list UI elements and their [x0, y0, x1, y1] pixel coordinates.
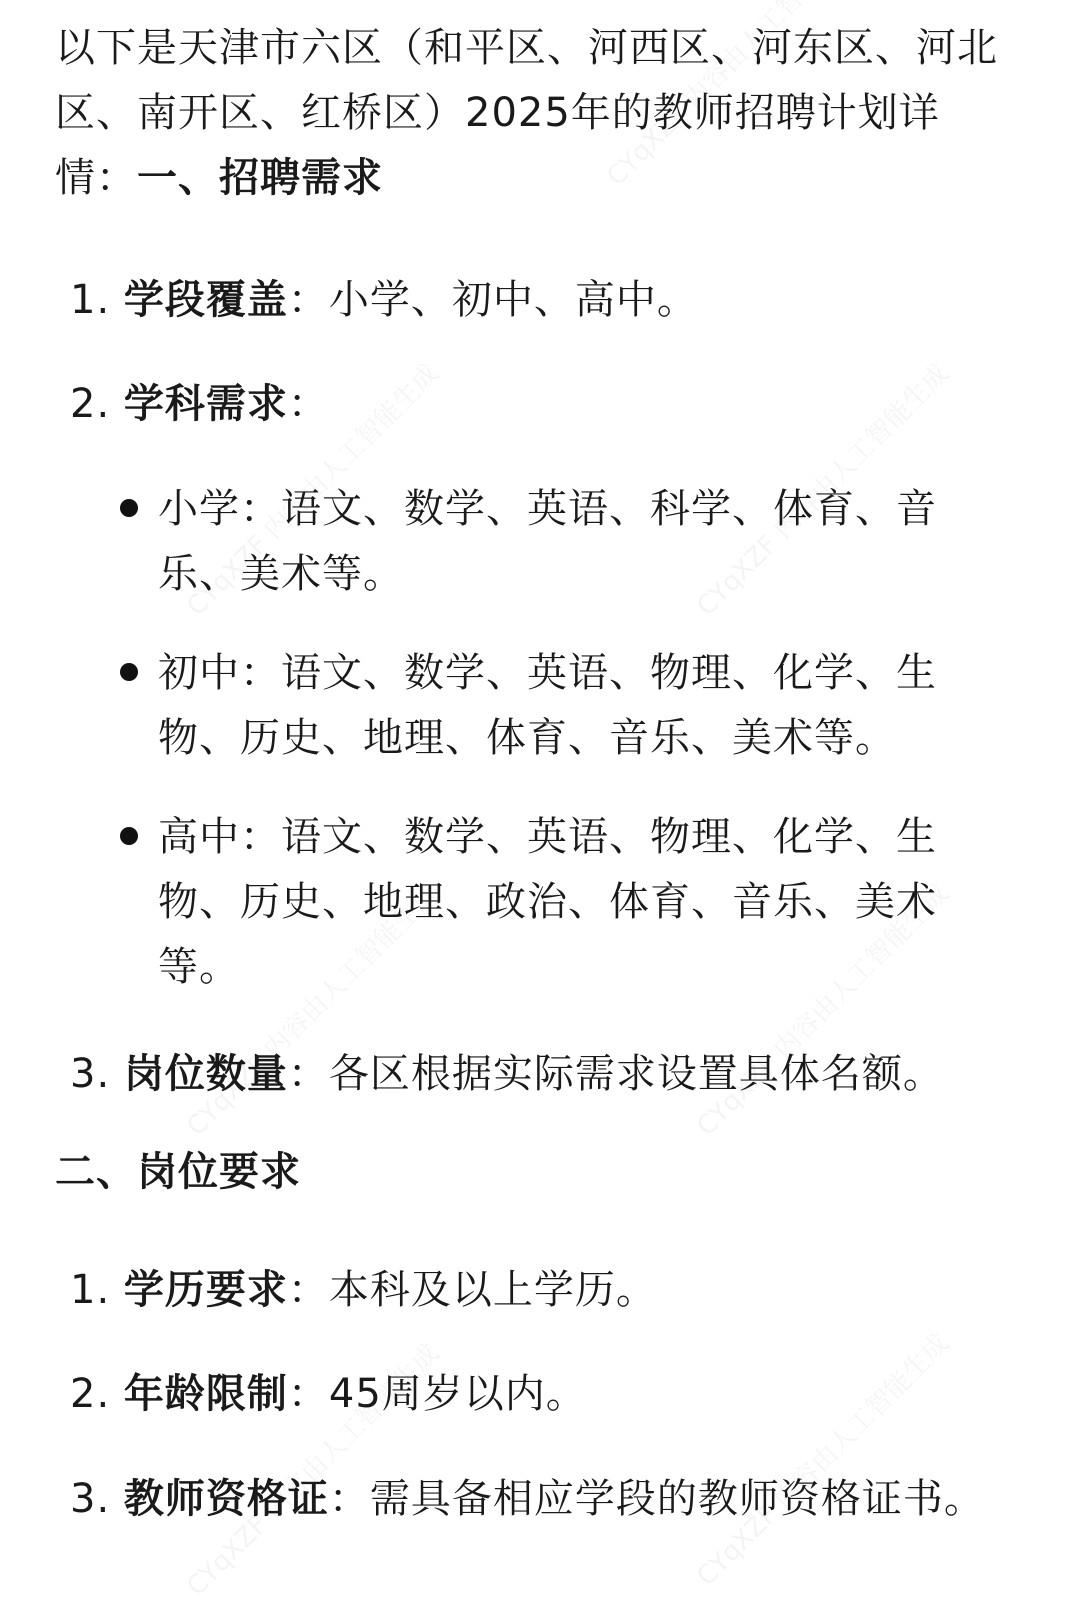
- list-item-text: ：本科及以上学历。: [287, 1267, 657, 1313]
- list-number: 2.: [70, 381, 111, 427]
- section-heading-1: 一、招聘需求: [137, 155, 383, 201]
- list-item-subject-demand: [70, 380, 329, 428]
- list-item-text: ：: [287, 381, 329, 427]
- intro-line-3-prefix: 情：: [55, 155, 137, 201]
- watermark: [687, 1324, 956, 1593]
- list-item-label: 学历要求: [123, 1267, 288, 1313]
- bullet-icon: [120, 499, 138, 517]
- subject-junior-line-1: 初中：语文、数学、英语、物理、化学、生: [158, 650, 937, 696]
- list-item-text: ：需具备相应学段的教师资格证书。: [328, 1476, 985, 1522]
- list-number: 1.: [70, 277, 111, 323]
- list-item-text: ：各区根据实际需求设置具体名额。: [287, 1051, 944, 1097]
- list-item-label: 教师资格证: [123, 1476, 329, 1522]
- list-number: 2.: [70, 1371, 111, 1417]
- list-item-grade-coverage: [70, 276, 698, 324]
- subject-primary-line-2: 乐、美术等。: [158, 551, 404, 597]
- subject-senior-line-1: 高中：语文、数学、英语、物理、化学、生: [158, 814, 937, 860]
- list-item-position-count: [70, 1050, 944, 1098]
- list-item-age-limit: [70, 1370, 587, 1418]
- list-number: 3.: [70, 1051, 111, 1097]
- intro-line-1: 以下是天津市六区（和平区、河西区、河东区、河北: [55, 25, 998, 71]
- subject-primary-line-1: 小学：语文、数学、英语、科学、体育、音: [158, 486, 937, 532]
- list-item-certificate: [70, 1475, 985, 1523]
- list-item-education: [70, 1266, 657, 1314]
- list-item-label: 岗位数量: [123, 1051, 288, 1097]
- bullet-icon: [120, 663, 138, 681]
- subject-junior-line-2: 物、历史、地理、体育、音乐、美术等。: [158, 715, 896, 761]
- list-item-label: 年龄限制: [123, 1371, 288, 1417]
- intro-line-2: 区、南开区、红桥区）2025年的教师招聘计划详: [55, 90, 940, 136]
- list-item-label: 学段覆盖: [123, 277, 288, 323]
- section-heading-2: 二、岗位要求: [55, 1149, 301, 1195]
- bullet-icon: [120, 827, 138, 845]
- list-item-text: ：小学、初中、高中。: [287, 277, 698, 323]
- list-item-label: 学科需求: [123, 381, 288, 427]
- list-item-text: ：45周岁以内。: [287, 1371, 587, 1417]
- subject-senior-line-2: 物、历史、地理、政治、体育、音乐、美术: [158, 879, 937, 925]
- subject-senior-line-3: 等。: [158, 944, 240, 990]
- list-number: 1.: [70, 1267, 111, 1313]
- list-number: 3.: [70, 1476, 111, 1522]
- intro-line-3: [55, 154, 383, 202]
